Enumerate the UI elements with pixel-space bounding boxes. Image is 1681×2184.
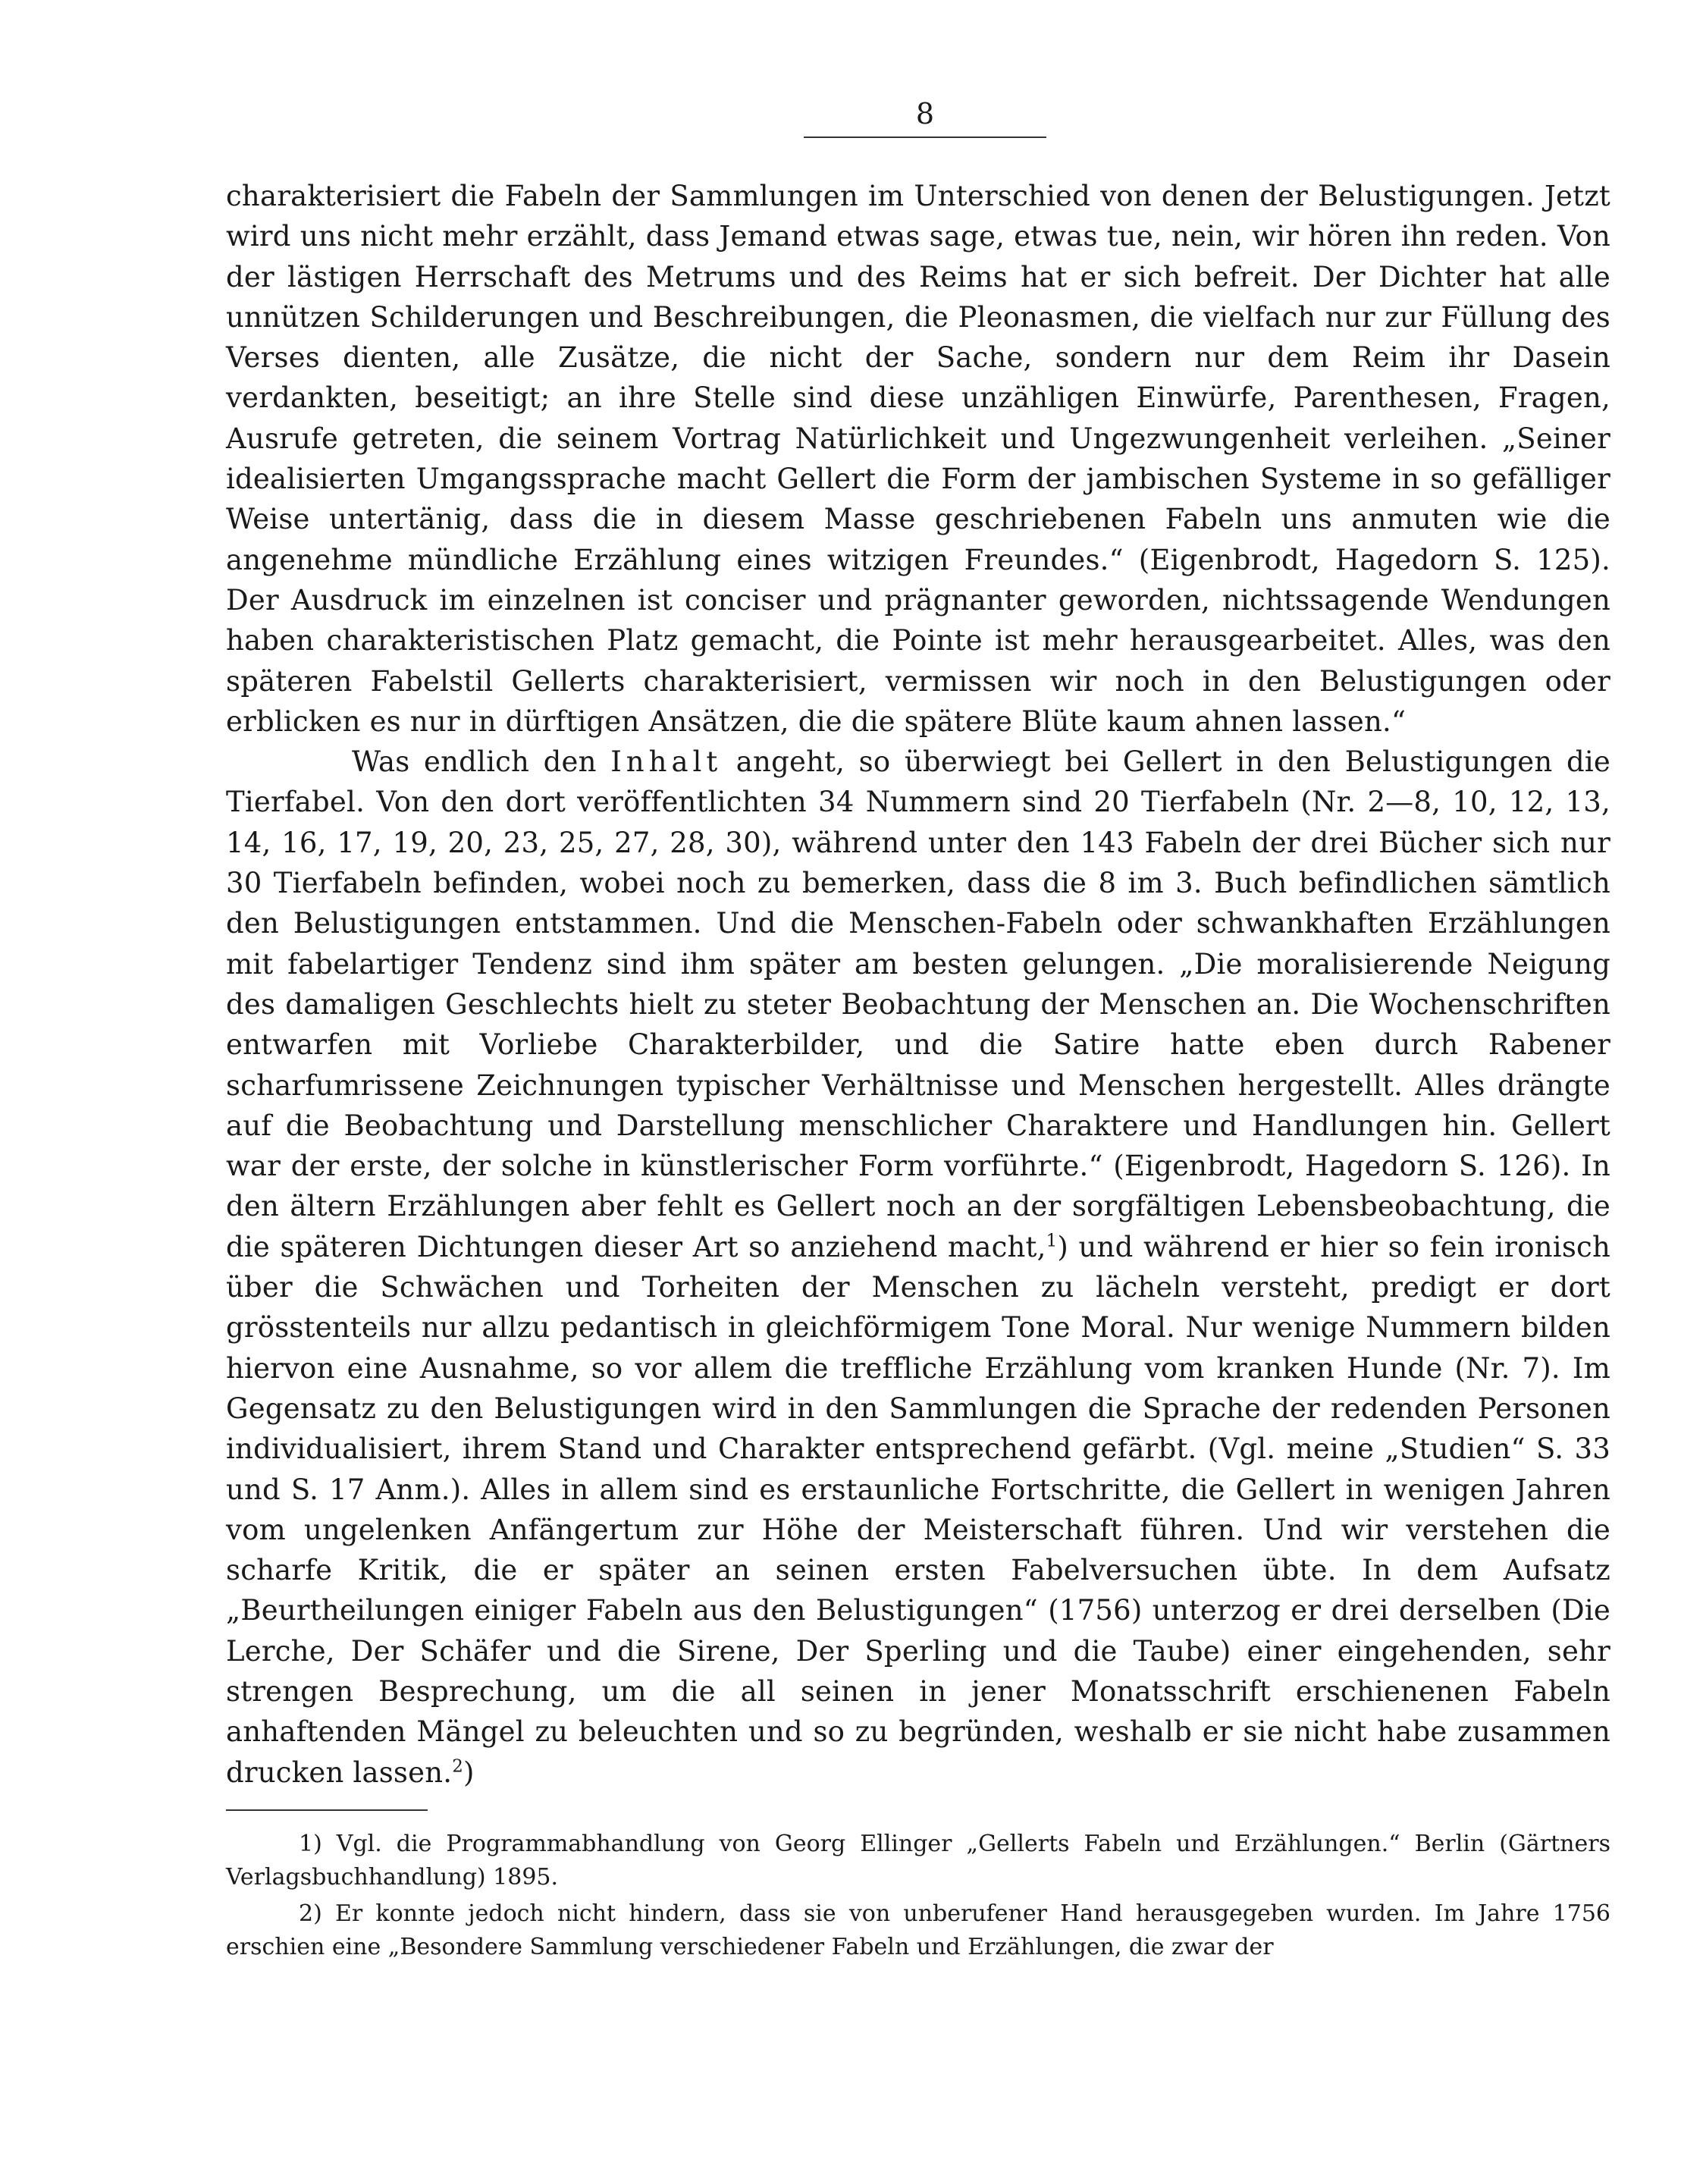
footnotes — [226, 1828, 1610, 1964]
paragraph-text: ) — [463, 1756, 475, 1789]
footnote-rule — [226, 1809, 428, 1811]
body-text — [226, 176, 1610, 1793]
footnote: 2) Er konnte jedoch nicht hindern, dass sie von unberufener Hand herausgegeben wurden. Im Jahre 1756 erschien eine „Besondere Sammlung verschiedener Fabeln und Erzählungen, die zwar der — [226, 1900, 1610, 1960]
paragraph-text: angeht, so überwiegt bei Gellert in den Belustigungen die Tierfabel. Von den dort veröffentlichten 34 Nummern sind 20 Tierfabeln (Nr. 2—8, 10, 12, 13, 14, 16, 17, 19, 20, 23, 25, 27, 28, 30), während unter den 143 Fabeln der drei Bücher sich nur 30 Tierfabeln befinden, wobei noch zu bemerken, dass die 8 im 3. Buch befindlichen sämtlich den Belustigungen entstammen. Und die Menschen-Fabeln oder schwankhaften Erzählungen mit fabelartiger Tendenz sind ihm später am besten gelungen. „Die moralisierende Neigung des damaligen Geschlechts hielt zu steter Beobachtung der Menschen an. Die Wochenschriften entwarfen mit Vorliebe Charakterbilder, und die Satire hatte eben durch Rabener scharfumrissene Zeichnungen typischer Verhältnisse und Menschen hergestellt. Alles drängte auf die Beobachtung und Darstellung menschlicher Charaktere und Handlungen hin. Gellert war der erste, der solche in künstlerischer Form vorführte.“ (Eigenbrodt, Hagedorn S. 126). In den ältern Erzählungen aber fehlt es Gellert noch an der sorgfältigen Lebensbeobachtung, die die späteren Dichtungen dieser Art so anziehend macht, — [226, 745, 1610, 1263]
emphasized-word: Inhalt — [610, 745, 723, 779]
header-rule — [804, 136, 1046, 138]
paragraph-text: ) und während er hier so fein ironisch über die Schwächen und Torheiten der Menschen zu lächeln versteht, predigt er dort grösstenteils nur allzu pedantisch in gleichförmigem Tone Moral. Nur wenige Nummern bilden hiervon eine Ausnahme, so vor allem die treffliche Erzählung vom kranken Hunde (Nr. 7). Im Gegensatz zu den Belustigungen wird in den Sammlungen die Sprache der redenden Personen individualisiert, ihrem Stand und Charakter entsprechend gefärbt. (Vgl. meine „Studien“ S. 33 und S. 17 Anm.). Alles in allem sind es erstaunliche Fortschritte, die Gellert in wenigen Jahren vom ungelenken Anfängertum zur Höhe der Meisterschaft führen. Und wir verstehen die scharfe Kritik, die er später an seinen ersten Fabelversuchen übte. In dem Aufsatz „Beurtheilungen einiger Fabeln aus den Belustigungen“ (1756) unterzog er drei derselben (Die Lerche, Der Schäfer und die Sirene, Der Sperling und die Taube) einer eingehenden, sehr strengen Besprechung, um die all seinen in jener Monatsschrift erschienenen Fabeln anhaftenden Mängel zu beleuchten und so zu begründen, weshalb er sie nicht habe zusammen drucken lassen. — [226, 1230, 1610, 1789]
footnote: 1) Vgl. die Programmabhandlung von Georg Ellinger „Gellerts Fabeln und Erzählungen.“ Berlin (Gärtners Verlagsbuchhandlung) 1895. — [226, 1831, 1610, 1891]
page-number: 8 — [915, 97, 935, 130]
paragraph — [226, 742, 1610, 1793]
paragraph-text: Was endlich den — [352, 745, 597, 779]
footnote-reference: 1 — [1046, 1231, 1058, 1251]
footnote-reference: 2 — [452, 1756, 463, 1777]
paragraph: charakterisiert die Fabeln der Sammlungen im Unterschied von denen der Belustigungen. Jetzt wird uns nicht mehr erzählt, dass Jemand etwas sage, etwas tue, nein, wir hören ihn reden. Von der lästigen Herrschaft des Metrums und des Reims hat er sich befreit. Der Dichter hat alle unnützen Schilderungen und Beschreibungen, die Pleonasmen, die vielfach nur zur Füllung des Verses dienten, alle Zusätze, die nicht der Sache, sondern nur dem Reim ihr Dasein verdankten, beseitigt; an ihre Stelle sind diese unzähligen Einwürfe, Parenthesen, Fragen, Ausrufe getreten, die seinem Vortrag Natürlichkeit und Ungezwungenheit verleihen. „Seiner idealisierten Umgangssprache macht Gellert die Form der jambischen Systeme in so gefälliger Weise untertänig, dass die in diesem Masse geschriebenen Fabeln uns anmuten wie die angenehme mündliche Erzählung eines witzigen Freundes.“ (Eigenbrodt, Hagedorn S. 125). Der Ausdruck im einzelnen ist conciser und prägnanter geworden, nichtssagende Wendungen haben charakteristischen Platz gemacht, die Pointe ist mehr herausgearbeitet. Alles, was den späteren Fabelstil Gellerts charakterisiert, vermissen wir noch in den Belustigungen oder erblicken es nur in dürftigen Ansätzen, die die spätere Blüte kaum ahnen lassen.“ — [226, 180, 1610, 738]
